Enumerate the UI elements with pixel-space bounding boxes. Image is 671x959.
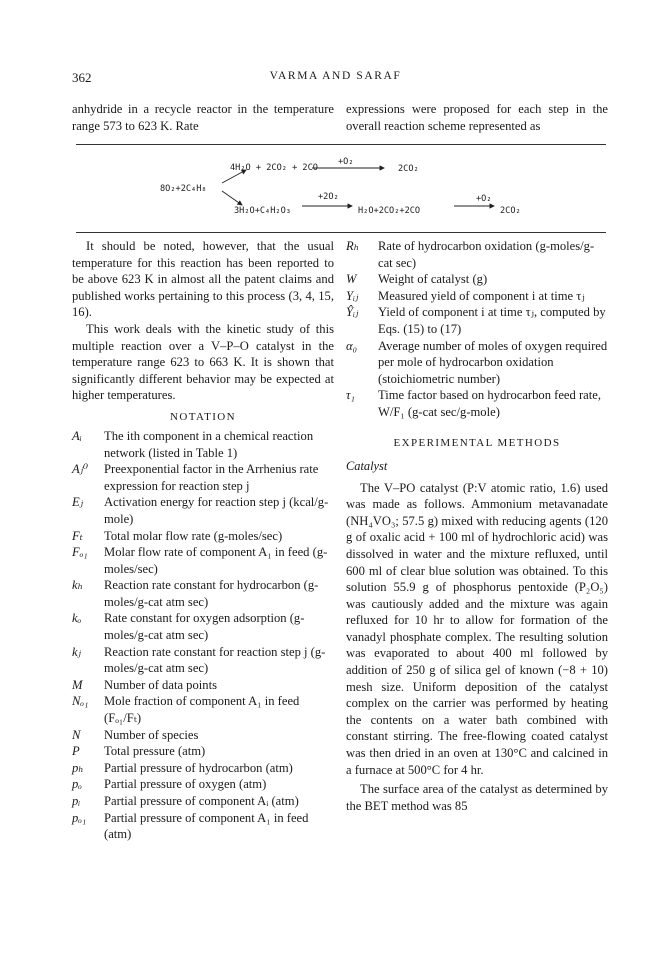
notation-entry [72,743,334,760]
surface-area-paragraph: The surface area of the catalyst as determined by the BET method was 85 [346,782,608,813]
notation-symbol: W [346,272,357,287]
scheme-product-end: 2CO₂ [500,206,521,216]
notation-symbol: pₒ [72,777,82,792]
notation-symbol: τ₁ [346,388,355,403]
notation-entry [72,544,334,577]
notation-symbol: kₒ [72,611,82,626]
notation-definition: Reaction rate constant for hydrocarbon (g-moles/g-cat atm sec) [104,578,319,609]
notation-symbol: Fₒ₁ [72,545,88,560]
notation-symbol: pₕ [72,760,84,775]
notation-definition: Time factor based on hydrocarbon feed rate, W/F₁ (g-cat sec/g-mole) [378,388,601,419]
left-paragraph-1: It should be noted, however, that the usual temperature for this reaction has been reported to be above 623 K in almost all the patent claims and published works pertaining to this process (3, 4, 15, 16). [72,239,334,320]
notation-definition: Measured yield of component i at time τⱼ [378,288,585,303]
notation-entry [72,428,334,461]
scheme-arrow-top-label: +O₂ [338,157,354,167]
left-column [72,238,334,843]
notation-symbol: Ŷᵢⱼ [346,305,359,320]
scheme-product-top: 2CO₂ [398,164,419,174]
notation-entry [72,810,334,843]
notation-symbol: Eⱼ [72,495,84,510]
notation-definition: Partial pressure of component A₁ in feed (atm) [104,810,309,842]
notation-entry [72,677,334,694]
notation-entry [346,271,608,288]
notation-symbol: Nₒ₁ [72,694,89,709]
experimental-methods-heading: EXPERIMENTAL METHODS [393,436,561,449]
scheme-bottom-rule [76,232,606,233]
notation-definition: Total molar flow rate (g-moles/sec) [104,528,283,543]
notation-symbol: P [72,744,80,759]
notation-definition: Rate constant for oxygen adsorption (g-moles/g-cat atm sec) [104,611,305,643]
notation-symbol: N [72,727,81,742]
notation-definition: Rate of hydrocarbon oxidation (g-moles/g-cat sec) [378,239,595,270]
reaction-scheme [76,150,606,230]
scheme-product-mid: H₂O+2CO₂+2CO [358,206,421,216]
right-column [346,238,608,814]
notation-definition: Molar flow rate of component A₁ in feed (g-moles/sec) [104,545,328,576]
notation-definition: Yield of component i at time τⱼ, computed by Eqs. (15) to (17) [378,305,606,336]
notation-definition: Partial pressure of oxygen (atm) [104,777,267,792]
catalyst-subheading: Catalyst [346,458,388,473]
notation-definition: Total pressure (atm) [104,744,206,759]
scheme-reactant: 8O₂+2C₄H₈ [160,184,207,194]
notation-definition: Reaction rate constant for reaction step j (g-moles/g-cat atm sec) [104,644,326,676]
notation-entry [72,760,334,777]
notation-symbol: pₒ₁ [72,810,87,825]
notation-definition: Partial pressure of hydrocarbon (atm) [104,760,293,775]
notation-entry [346,387,608,420]
catalyst-paragraph: The V–PO catalyst (P:V atomic ratio, 1.6) used was made as follows. Ammonium metavanadate (NH₄VO₃; 57.5 g) mixed with reducing agents (120 g of oxalic acid + 100 ml of hydrochloric acid) was dissolved in water and the mixture refluxed, until 600 ml of clear blue solution was obtained. To this solution 55.9 g of phosphorus pentoxide (P₂O₅) was cautiously added and the mixture was again refluxed for 10 hr to allow for formation of the vanadyl phosphate complex. The resulting solution was evaporated to about 400 ml followed by addition of 250 g of silica gel of known (−8 + 10) mesh size. Uniform deposition of the catalyst complex on the carrier was performed by heating the contents on a water bath combined with constant stirring. The free-flowing coated catalyst was then dried in an oven at 130°C and calcined in a furnace at 500°C for 4 hr. [346,480,608,777]
notation-entry [72,577,334,610]
notation-symbol: M [72,677,83,692]
notation-entry [72,727,334,744]
scheme-arrow-end-label: +O₂ [476,194,492,204]
notation-definition: Mole fraction of component A₁ in feed (Fₒ₁/Fₜ) [104,694,300,726]
notation-definition: The ith component in a chemical reaction network (listed in Table 1) [104,428,314,460]
notation-definition: Average number of moles of oxygen required per mole of hydrocarbon oxidation (stoichiometric number) [378,338,608,386]
notation-entry [346,238,608,271]
notation-definition: Number of species [104,727,199,742]
notation-definition: Activation energy for reaction step j (kcal/g-mole) [104,495,329,526]
scheme-branch-top: 4H₂O + 2CO₂ + 2CO [230,163,318,173]
notation-symbol: Yᵢⱼ [346,288,359,303]
notation-entry [72,693,334,726]
scheme-top-rule [76,144,606,145]
notation-definition: Preexponential factor in the Arrhenius rate expression for reaction step j [104,462,319,493]
intro-left-text: anhydride in a recycle reactor in the temperature range 573 to 623 K. Rate [72,102,334,133]
notation-entry [72,461,334,494]
notation-symbol: Aⱼ⁰ [72,462,89,477]
notation-definition: Partial pressure of component Aᵢ (atm) [104,794,299,808]
running-title: VARMA AND SARAF [269,70,402,82]
notation-entry [346,338,608,388]
notation-entry [72,528,334,545]
intro-right-text: expressions were proposed for each step in the overall reaction scheme represented as [346,102,608,133]
scheme-arrow-mid-label: +2O₂ [318,192,339,202]
notation-entry [72,494,334,527]
notation-symbol: Aᵢ [72,428,82,443]
notation-entry [72,793,334,810]
notation-entry [72,776,334,793]
left-paragraph-2: This work deals with the kinetic study of this multiple reaction over a V–P–O catalyst in the temperature range 623 to 663 K. It is shown that significantly different behavior may be expected at higher temperatures. [72,321,334,403]
branch-down-arrow [222,191,242,205]
notation-definition: Weight of catalyst (g) [378,272,488,287]
notation-symbol: Fₜ [72,528,83,543]
notation-entry [72,610,334,643]
notation-entry [346,288,608,305]
notation-symbol: α₀ [346,338,357,353]
notation-entry [346,304,608,337]
reaction-scheme-diagram [76,150,606,230]
notation-definition: Number of data points [104,677,217,692]
notation-symbol: kⱼ [72,644,81,659]
notation-symbol: Rₕ [346,239,360,253]
notation-symbol: kₕ [72,578,84,593]
notation-symbol: pᵢ [72,794,81,808]
notation-heading: NOTATION [170,410,236,423]
page-number: 362 [72,70,92,85]
scheme-branch-bottom: 3H₂O+C₄H₂O₃ [234,206,291,216]
notation-entry [72,644,334,677]
